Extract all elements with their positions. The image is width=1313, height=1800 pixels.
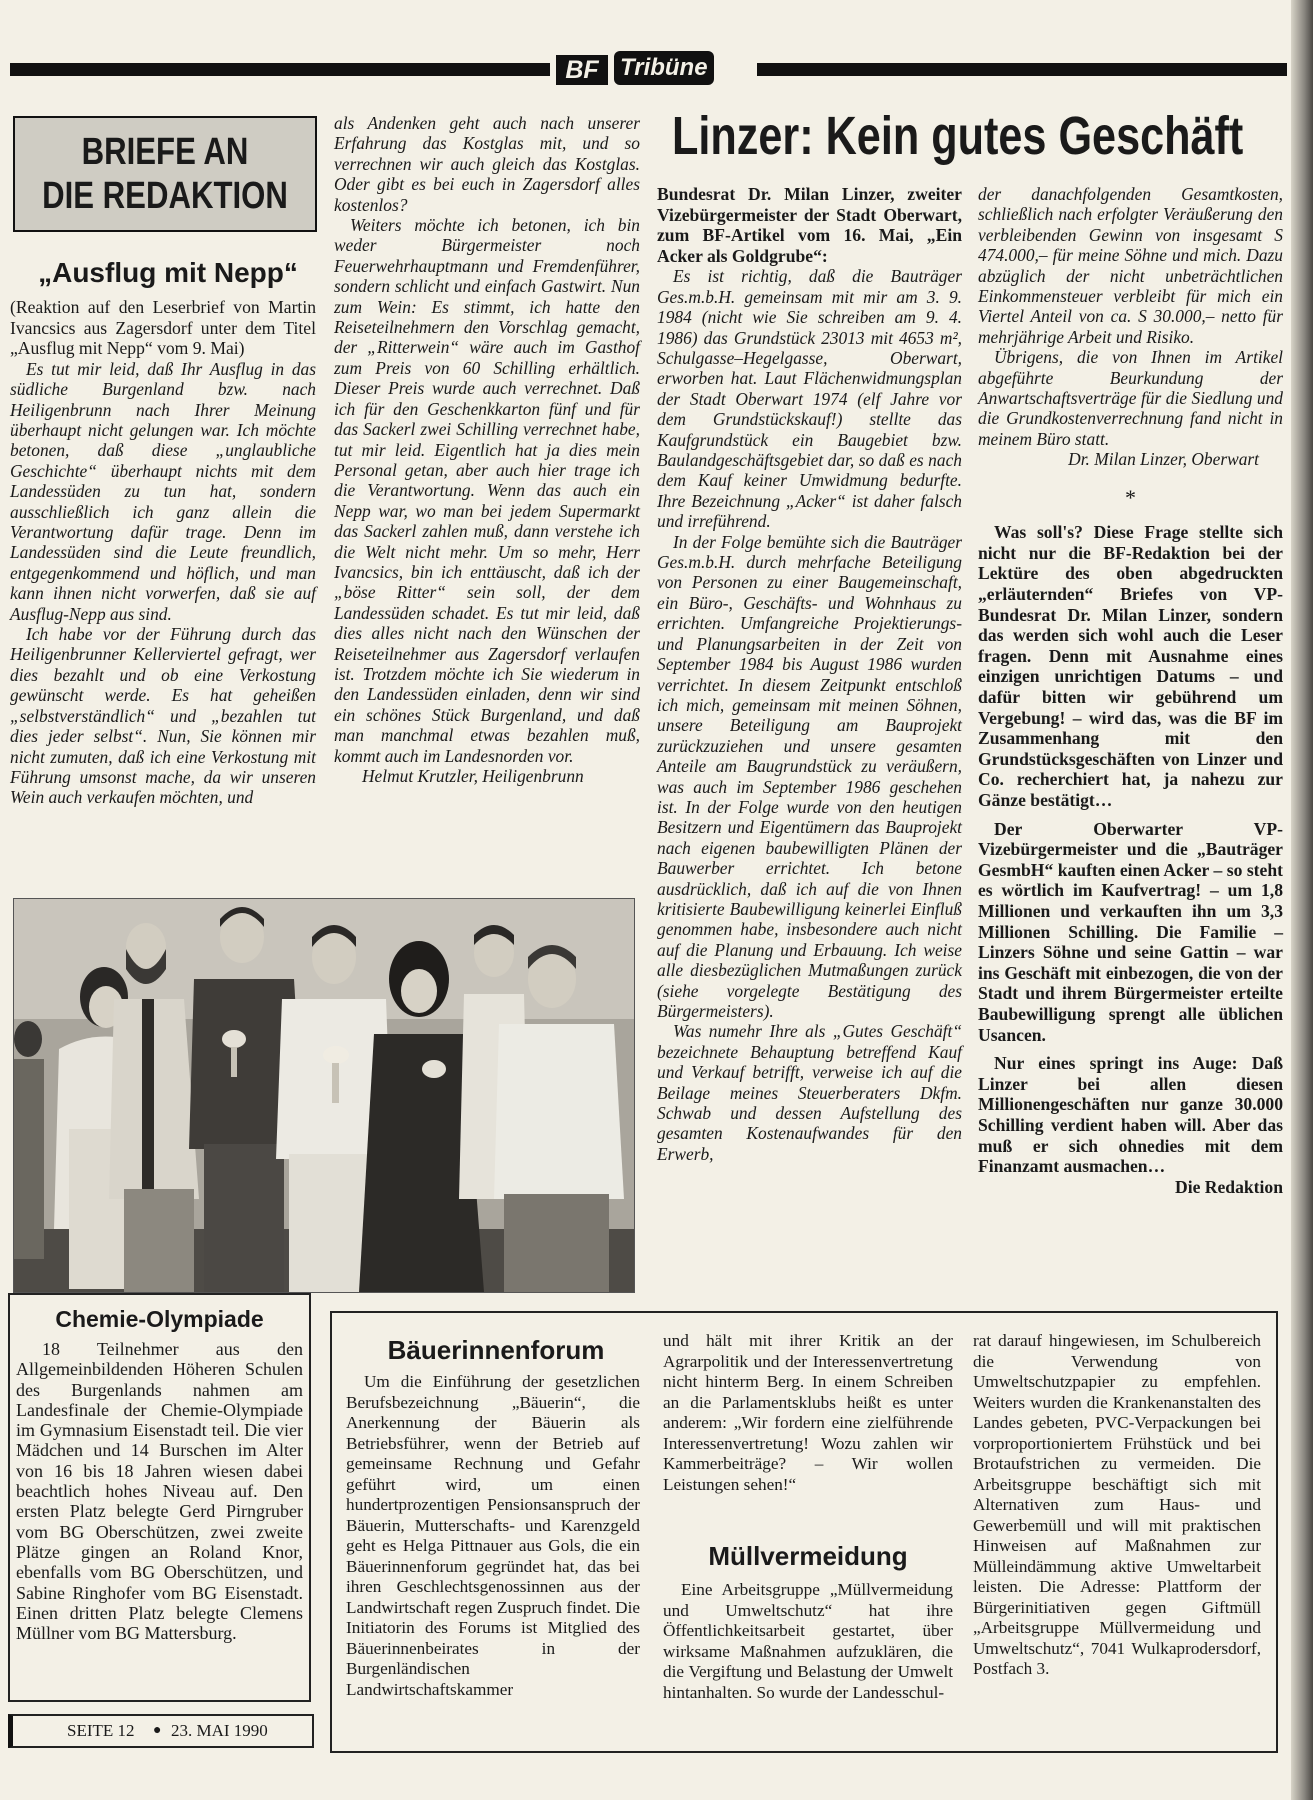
chemie-title: Chemie-Olympiade — [55, 1306, 264, 1332]
letter2-headline: Linzer: Kein gutes Geschäft — [672, 106, 1244, 166]
letter1-signature: Helmut Krutzler, Heiligenbrunn — [362, 766, 584, 786]
baeuerinnen-column-2: und hält mit ihrer Kritik an der Agrarpolitik und der Interessenvertretung nicht hinterm Berg. In einem Schreiben an die Parlamentsklubs heißt es unter anderem: „Wir fordern eine zielführende Interessenvertretung! Wozu zahlen wir Kammerbeiträge? – Wir wollen Leistungen sehen!“ — [663, 1331, 953, 1494]
letter2-paragraph-5: Übrigens, die von Ihnen im Artikel abgeführte Beurkundung der Anwartschaftsverträge für die Siedlung und die Grundkostenverrechnung fand nicht in meinem Büro statt. — [978, 347, 1283, 449]
footer-page-number: SEITE 12 — [67, 1721, 135, 1740]
section-tribune-logo: Tribüne — [614, 51, 714, 85]
editorial-paragraph-3: Nur eines springt ins Auge: Daß Linzer bei allen diesen Millionengeschäften nur ganze 30.000 Schilling verdient haben will. Aber das muß er sich ohnedies mit dem Finanzamt ausmachen… — [978, 1053, 1283, 1177]
chemie-text: 18 Teilnehmer aus den Allgemeinbildenden Höheren Schulen des Burgenlands nahmen am Landesfinale der Chemie-Olympiade im Gymnasium Eisenstadt teil. Die vier Mädchen und 14 Burschen im Alter von 16 bis 18 Jahren wiesen dabei beachtlich hohes Niveau auf. Den ersten Platz belegte Gerd Pirngruber vom BG Oberschützen, zwei zweite Plätze gingen an Roland Knor, ebenfalls vom BG Oberschützen, und Sabine Ringhofer vom BG Eisenstadt. Einen dritten Platz belegte Clemens Müllner vom BG Mattersburg. — [16, 1339, 303, 1644]
editorial-paragraph-2: Der Oberwarter VP-Vizebürgermeister und die „Bauträger GesmbH“ kauften einen Acker – so steht es wörtlich im Kaufvertrag! – um 1,8 Millionen und verkauften ihn um 3,3 Millionen Schilling. Die Familie – Linzers Söhne und seine Gattin – war ins Geschäft mit einbezogen, die von der Stadt und ihrem Bürgermeister erteilte Baubewilligung sprengt alle üblichen Usancen. — [978, 818, 1283, 1045]
letter1-paragraph-3: als Andenken geht auch nach unserer Erfahrung das Kostglas mit, und so verrechnen wir auch gleich das Kostglas. Oder gibt es bei euch in Zagersdorf alles kostenlos? — [334, 113, 640, 215]
muell-column-2: Eine Arbeitsgruppe „Müllvermeidung und Umweltschutz“ hat ihre Öffentlichkeitsarbeit gestartet, über wirksame Maßnahmen aufzuklären, die die Vergiftung und Belastung der Umwelt hintanhalten. So wurde der Landesschul- — [663, 1580, 953, 1702]
page-footer — [8, 1714, 314, 1748]
letter2-signature: Dr. Milan Linzer, Oberwart — [1068, 449, 1259, 470]
chemie-olympiade-box — [8, 1293, 311, 1702]
letters-section-box — [13, 116, 317, 232]
footer-date: 23. MAI 1990 — [171, 1721, 268, 1740]
masthead-rule-right — [757, 63, 1287, 76]
letter1-paragraph-1: Es tut mir leid, daß Ihr Ausflug in das südliche Burgenland bzw. nach Heiligenbrunn nach Ihrer Meinung überhaupt nicht gelungen war. Ich möchte betonen, daß diese „unglaubliche Geschichte“ überhaupt nichts mit dem Landessüden zu tun hat, sondern ausschließlich ich ganz allein die Verantwortung dafür trage. Denn im Landessüden sind die Leute freundlich, entgegenkommend und höflich, und man kann ihnen nicht vorwerfen, daß sie auf Ausflug-Nepp aus sind. — [10, 358, 316, 624]
page-fold-shadow — [1291, 0, 1313, 1800]
baeuerinnen-column-1: Um die Einführung der gesetzlichen Berufsbezeichnung „Bäuerin“, die Anerkennung der Bäuerin als Betriebsführer, wenn der Betrieb auf gemeinsame Rechnung und Gefahr geführt wird, um einen hundertprozentigen Pensionsanspruch der Bäuerin, Mutterschafts- und Karenzgeld geht es Helga Pittnauer aus Gols, die ein Bäuerinnenforum gegründet hat, das bei ihren Geschlechtsgenossinnen aus der Landwirtschaft regen Zuspruch findet. Die Initiatorin des Forums ist Mitglied des Bäuerinnenbeirates in der Burgenländischen Landwirtschaftskammer — [346, 1372, 640, 1699]
letter2-column-1 — [657, 184, 962, 1164]
letter1-intro: (Reaktion auf den Leserbrief von Martin Ivancsics aus Zagersdorf unter dem Titel „Ausflug mit Nepp“ vom 9. Mai) — [10, 297, 316, 359]
letter1-title: „Ausflug mit Nepp“ — [38, 257, 298, 288]
letter1-column-2 — [334, 113, 640, 786]
letter2-paragraph-1: Es ist richtig, daß die Bauträger Ges.m.b.H. gemeinsam mit mir am 3. 9. 1984 (nicht wie Sie schreiben am 9. 4. 1986) das Grundstück 23013 mit 4653 m², Schulgasse–Hegelgasse, Oberwart, erworben hat. Laut Flächenwidmungsplan der Stadt Oberwart 1974 (elf Jahre vor dem Grundstückskauf!) stellte das Kaufgrundstück ein Baugebiet bzw. Baulandgeschäftsgebiet dar, so daß es nach dem Kauf keiner Umwidmung bedurfte. Ihre Bezeichnung „Acker“ ist daher falsch und irreführend. — [657, 266, 962, 532]
letter2-column-2 — [978, 184, 1283, 1197]
letter2-lead: Bundesrat Dr. Milan Linzer, zweiter Vizebürgermeister der Stadt Oberwart, zum BF-Artikel vom 16. Mai, „Ein Acker als Goldgrube“: — [657, 184, 962, 266]
muell-title: Müllvermeidung — [708, 1541, 908, 1571]
separator-star: * — [1125, 484, 1136, 510]
letter2-paragraph-3: Was numehr Ihre als „Gutes Geschäft“ bezeichnete Behauptung betreffend Kauf und Verkauf betrifft, verweise ich auf die Beilage meines Steuerberaters Dkfm. Schwab und dessen Aufstellung des gesamten Kostenaufwandes für den Erwerb, — [657, 1021, 962, 1164]
letters-heading-line2: DIE REDAKTION — [42, 175, 288, 217]
muell-column-3: rat darauf hingewiesen, im Schulbereich die Verwendung von Umweltschutzpapier zu empfehlen. Weiters wurden die Krankenanstalten des Landes gebeten, PVC-Verpackungen bei vorproportioniertem Frühstück und bei Brotaufstrichen zu vermeiden. Die Arbeitsgruppe beschäftigt sich mit Alternativen zum Haus- und Gewerbemüll und will mit praktischen Hinweisen auf Maßnahmen zur Mülleindämmung aktive Umweltarbeit leisten. Die Adresse: Plattform der Bürgerinitiativen gegen Giftmüll „Arbeitsgruppe Müllvermeidung und Umweltschutz“, 7041 Wulkaprodersdorf, Postfach 3. — [973, 1331, 1261, 1678]
letter1-column-1 — [10, 297, 316, 808]
letter1-paragraph-2: Ich habe vor der Führung durch das Heiligenbrunner Kellerviertel gefragt, wer dies bezahlt und ob eine Verkostung gewünscht werde. Es hat geheißen „selbstverständlich“ und „bezahlen tut dies jeder selbst“. Nun, Sie können mir nicht zumuten, daß ich eine Verkostung mit Führung umsonst mache, da wir unseren Wein auch verkaufen möchten, und — [10, 624, 316, 808]
editorial-paragraph-1: Was soll's? Diese Frage stellte sich nicht nur die BF-Redaktion bei der Lektüre des oben abgedruckten „erläuternden“ Briefes von VP-Bundesrat Dr. Milan Linzer, sondern das werden sich wohl auch die Leser fragen. Denn mit Ausnahme eines einzigen unrichtigen Datums – und dafür bitten wir gebührend um Vergebung! – wird das, was die BF im Zusammenhang mit den Grundstücksgeschäften von Linzer und Co. recherchiert hat, ja nahezu zur Gänze bestätigt… — [978, 522, 1283, 810]
masthead-rule-left — [10, 63, 550, 76]
bf-logo: BF — [556, 55, 608, 85]
letter2-paragraph-4: der danachfolgenden Gesamtkosten, schließlich nach erfolgter Veräußerung den verbleibenden Gewinn von insgesamt S 474.000,– für meine Söhne und mich. Dazu abzüglich der nicht unbeträchtlichen Einkommensteuer verbleibt für mich ein Viertel Anteil von ca. S 30.000,– netto für mehrjährige Arbeit und Risiko. — [978, 184, 1283, 347]
editorial-signature: Die Redaktion — [1174, 1176, 1283, 1197]
baeuerinnen-title: Bäuerinnenforum — [387, 1335, 605, 1365]
letters-heading-line1: BRIEFE AN — [81, 131, 249, 173]
group-photo — [13, 898, 635, 1293]
footer-bullet: ● — [153, 1723, 162, 1738]
group-photo-illustration — [14, 899, 634, 1292]
letter2-paragraph-2: In der Folge bemühte sich die Bauträger Ges.m.b.H. durch mehrfache Beteiligung von Personen zu einer Baugemeinschaft, ein Büro-, Geschäfts- und Wohnhaus zu errichten. Umfangreiche Projektierungs- und Planungsarbeiten in der Zeit von September 1984 bis August 1986 wurden verrichtet. In diesem Zeitpunkt entschloß ich mich, gemeinsam mit meinen Söhnen, unsere Beteiligung am Bauprojekt zurückzuziehen und unsere gesamten Anteile am Baugrundstück zu veräußern, was auch im September 1986 geschehen ist. In der Folge wurde von den heutigen Besitzern und Eigentümern das Bauprojekt nach eigenen baubewilligten Plänen der Bauwerber errichtet. Ich betone ausdrücklich, daß ich auf die von Ihnen kritisierte Baubewilligung keinerlei Einfluß genommen habe, insbesondere auch nicht auf die Planung und Erbauung. Ich weise alle diesbezüglichen Mutmaßungen zurück (siehe vorgelegte Bestätigung des Bürgermeisters). — [657, 531, 962, 1021]
letter1-paragraph-4: Weiters möchte ich betonen, ich bin weder Bürgermeister noch Feuerwehrhauptmann und Fremdenführer, sondern schlicht und einfach Gastwirt. Nun zum Wein: Es stimmt, ich hatte den Reiseteilnehmern den Vorschlag gemacht, der „Ritterwein“ wäre auch im Gasthof zum Preis von 60 Schilling erhältlich. Dieser Preis wurde auch verrechnet. Daß ich für den Geschenkkarton fünf und für das Sackerl zwei Schilling verrechnet habe, tut mir leid. Eigentlich hat ja dies mein Personal getan, aber auch hier trage ich die Verantwortung. Wenn das auch ein Nepp war, wo man bei jedem Supermarkt das Sackerl zahlen muß, dann verstehe ich die Welt nicht mehr. Um so mehr, Herr Ivancsics, bin ich enttäuscht, daß ich der „böse Ritter“ sein soll, der dem Landessüden schadet. Es tut mir leid, daß dies alles nicht nach den Wünschen der Reiseteilnehmer aus Zagersdorf verlaufen ist. Trotzdem möchte ich Sie wiederum in den Landessüden einladen, denn wir sind ein schönes Stück Burgenland, und daß man manchmal etwas bezahlen muß, kommt auch im Landesnorden vor. — [334, 215, 640, 766]
